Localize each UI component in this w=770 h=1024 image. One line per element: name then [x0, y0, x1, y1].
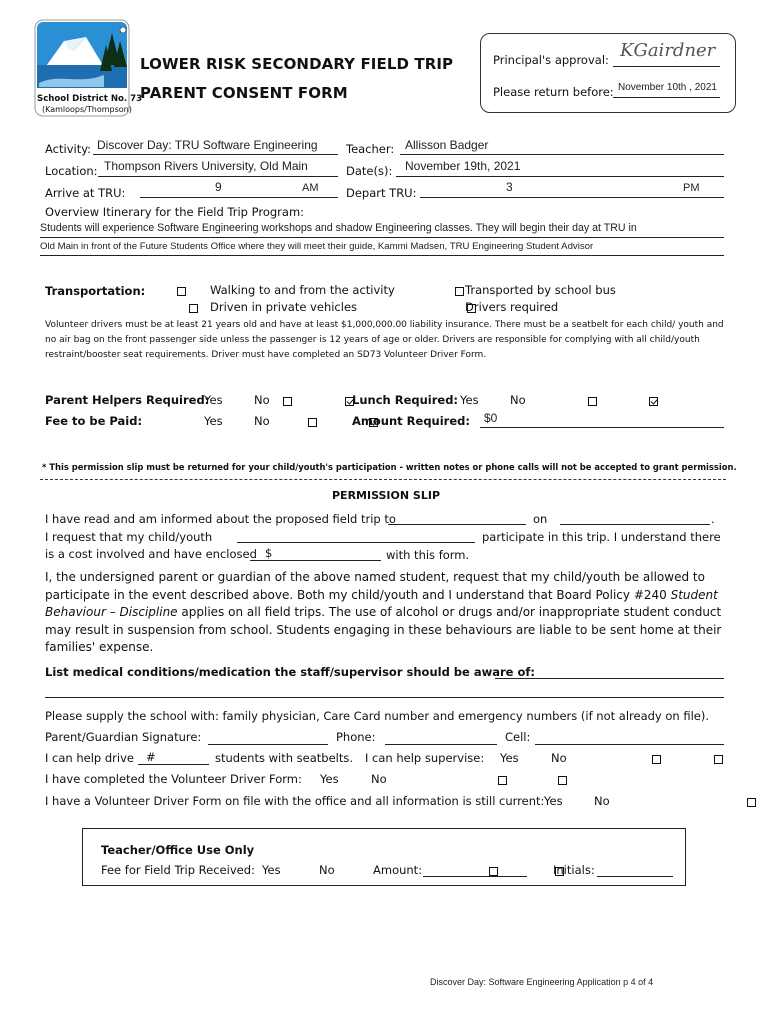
lunch-no-checkbox[interactable] [649, 397, 658, 406]
fee-yes-label: Yes [204, 414, 223, 428]
location-label: Location: [45, 164, 98, 178]
itinerary-rule-1 [40, 237, 724, 238]
district-subtitle: (Kamloops/Thompson) [42, 105, 132, 114]
guardian-signature-line[interactable] [208, 744, 328, 745]
help-drive-after: students with seatbelts. [215, 751, 354, 765]
arrive-label: Arrive at TRU: [45, 186, 126, 200]
private-vehicle-checkbox[interactable] [189, 304, 198, 313]
phone-label: Phone: [336, 730, 376, 744]
notice-divider [40, 479, 726, 480]
supply-info-text: Please supply the school with: family physician, Care Card number and emergency numbers (if not already on file). [45, 709, 710, 723]
office-initials-line[interactable] [597, 876, 673, 877]
lunch-yes-checkbox[interactable] [588, 397, 597, 406]
return-before-line [613, 97, 720, 98]
principal-approval-label: Principal's approval: [493, 53, 609, 67]
fee-yes-checkbox[interactable] [308, 418, 317, 427]
arrive-ampm: AM [302, 182, 319, 194]
page-footer: Discover Day: Software Engineering Application p 4 of 4 [430, 977, 654, 987]
teacher-label: Teacher: [346, 142, 395, 156]
parent-helpers-label: Parent Helpers Required: [45, 393, 210, 407]
guardian-signature-label: Parent/Guardian Signature: [45, 730, 202, 744]
walking-checkbox[interactable] [177, 287, 186, 296]
cell-line[interactable] [535, 744, 724, 745]
office-amount-line[interactable] [423, 876, 527, 877]
dates-label: Date(s): [346, 164, 393, 178]
dates-line [396, 176, 724, 177]
completed-no-label: No [371, 772, 387, 786]
arrive-value[interactable]: 9 [215, 180, 222, 194]
form-title-line2: PARENT CONSENT FORM [140, 84, 348, 102]
school-bus-checkbox[interactable] [455, 287, 464, 296]
permission-paragraph-text: I, the undersigned parent or guardian of the above named student, request that my child/youth be allowed to participate in the event described above. Both my child/youth and I understand that Board Policy #240 [45, 570, 705, 602]
school-bus-option-label: Transported by school bus [465, 283, 616, 297]
return-before-label: Please return before: [493, 85, 614, 99]
fee-paid-label: Fee to be Paid: [45, 414, 143, 428]
permission-line1-period: . [711, 512, 715, 526]
supervise-yes-checkbox[interactable] [652, 755, 661, 764]
supervise-yes-label: Yes [500, 751, 519, 765]
return-notice: * This permission slip must be returned for your child/youth's participation - written notes or phone calls will not be accepted to grant permission. [42, 462, 737, 472]
permission-line3-text: is a cost involved and have enclosed [45, 547, 257, 561]
depart-line [420, 197, 724, 198]
transportation-label: Transportation: [45, 284, 146, 298]
volunteer-driver-note: Volunteer drivers must be at least 21 years old and have at least $1,000,000.00 liability insurance. There must be a seatbelt for each child/ youth and no air bag on the front passenger side unless the passenger is 12 years of age or older. Drivers are responsible for complying with all child/youth restraint/booster seat requirements. Driver must have completed an SD73 Volunteer Driver Form. [45, 320, 724, 360]
help-drive-hash: # [146, 750, 156, 764]
onfile-no-label: No [594, 794, 610, 808]
completed-yes-label: Yes [320, 772, 339, 786]
medical-conditions-line-1[interactable] [495, 678, 724, 679]
field-trip-destination-line[interactable] [388, 524, 526, 525]
location-line [98, 176, 338, 177]
itinerary-label: Overview Itinerary for the Field Trip Program: [45, 205, 305, 219]
dates-value[interactable]: November 19th, 2021 [405, 159, 521, 173]
phone-line[interactable] [385, 744, 497, 745]
board-policy-title: Student Behaviour – Discipline [45, 587, 718, 619]
help-supervise-label: I can help supervise: [365, 751, 485, 765]
help-drive-count-line[interactable] [138, 764, 209, 765]
enclosed-amount-line[interactable] [250, 560, 381, 561]
walking-option-label: Walking to and from the activity [210, 283, 395, 297]
permission-on-label: on [533, 512, 548, 526]
office-initials-label: Initials: [553, 863, 595, 877]
itinerary-line-2[interactable]: Old Main in front of the Future Students Office where they will meet their guide, Kammi Madsen, TRU Engineering Student Advisor [40, 241, 594, 252]
teacher-line [400, 154, 724, 155]
office-use-heading: Teacher/Office Use Only [101, 843, 255, 857]
itinerary-rule-2 [40, 255, 724, 256]
permission-line2-text: I request that my child/youth [45, 530, 213, 544]
parent-helpers-yes-checkbox[interactable] [283, 397, 292, 406]
enclosed-dollar-sign: $ [265, 546, 273, 560]
completed-no-checkbox[interactable] [558, 776, 567, 785]
district-logo [34, 19, 143, 117]
private-vehicle-option-label: Driven in private vehicles [210, 300, 358, 314]
lunch-required-label: Lunch Required: [352, 393, 459, 407]
fee-no-label: No [254, 414, 270, 428]
medical-conditions-line-2[interactable] [45, 697, 724, 698]
parent-helpers-yes-label: Yes [204, 393, 223, 407]
drivers-required-option-label: Drivers required [465, 300, 559, 314]
completed-yes-checkbox[interactable] [498, 776, 507, 785]
child-name-line[interactable] [237, 542, 475, 543]
return-before-value[interactable]: November 10th , 2021 [618, 82, 717, 93]
depart-label: Depart TRU: [346, 186, 417, 200]
permission-slip-heading: PERMISSION SLIP [332, 489, 441, 502]
permission-line1-text: I have read and am informed about the proposed field trip to [45, 512, 396, 526]
supervise-no-label: No [551, 751, 567, 765]
principal-approval-line [613, 66, 720, 67]
office-use-box [82, 828, 686, 886]
principal-signature: KGairdner [620, 40, 716, 61]
medical-conditions-label: List medical conditions/medication the staff/supervisor should be aware of: [45, 665, 535, 679]
teacher-value[interactable]: Allisson Badger [405, 138, 489, 152]
onfile-yes-label: Yes [544, 794, 563, 808]
office-fee-yes-label: Yes [262, 863, 281, 877]
amount-required-line [480, 427, 724, 428]
help-drive-label: I can help drive [45, 751, 134, 765]
permission-paragraph [45, 569, 725, 657]
parent-helpers-no-label: No [254, 393, 270, 407]
amount-required-value[interactable]: $0 [484, 411, 498, 425]
driver-form-on-file-label: I have a Volunteer Driver Form on file with the office and all information is still current: [45, 794, 545, 808]
office-amount-label: Amount: [373, 863, 423, 877]
district-name: School District No. 73 [37, 94, 143, 104]
field-trip-date-line[interactable] [560, 524, 710, 525]
activity-label: Activity: [45, 142, 92, 156]
supervise-no-checkbox[interactable] [714, 755, 723, 764]
lunch-yes-label: Yes [460, 393, 479, 407]
location-value[interactable]: Thompson Rivers University, Old Main [104, 159, 308, 173]
permission-paragraph-end: applies on all field trips. The use of alcohol or drugs and/or inappropriate student conduct may result in suspension from school. Students engaging in these behaviours are liable to be sent home at their families' expense. [45, 605, 722, 654]
permission-line3-end: with this form. [386, 548, 470, 562]
amount-required-label: Amount Required: [352, 414, 470, 428]
office-fee-yes-checkbox[interactable] [489, 867, 498, 876]
activity-value[interactable]: Discover Day: TRU Software Engineering [97, 138, 318, 152]
arrive-line [140, 197, 338, 198]
activity-line [93, 154, 338, 155]
depart-ampm: PM [683, 182, 700, 194]
onfile-yes-checkbox[interactable] [747, 798, 756, 807]
office-fee-no-label: No [319, 863, 335, 877]
form-title-line1: LOWER RISK SECONDARY FIELD TRIP [140, 55, 454, 73]
office-fee-received-label: Fee for Field Trip Received: [101, 863, 255, 877]
itinerary-line-1[interactable]: Students will experience Software Engineering workshops and shadow Engineering classes. They will begin their day at TRU in [40, 222, 637, 234]
lunch-no-label: No [510, 393, 526, 407]
completed-driver-form-label: I have completed the Volunteer Driver Form: [45, 772, 302, 786]
cell-label: Cell: [505, 730, 531, 744]
depart-value[interactable]: 3 [506, 180, 513, 194]
permission-line2-end: participate in this trip. I understand there [482, 530, 721, 544]
